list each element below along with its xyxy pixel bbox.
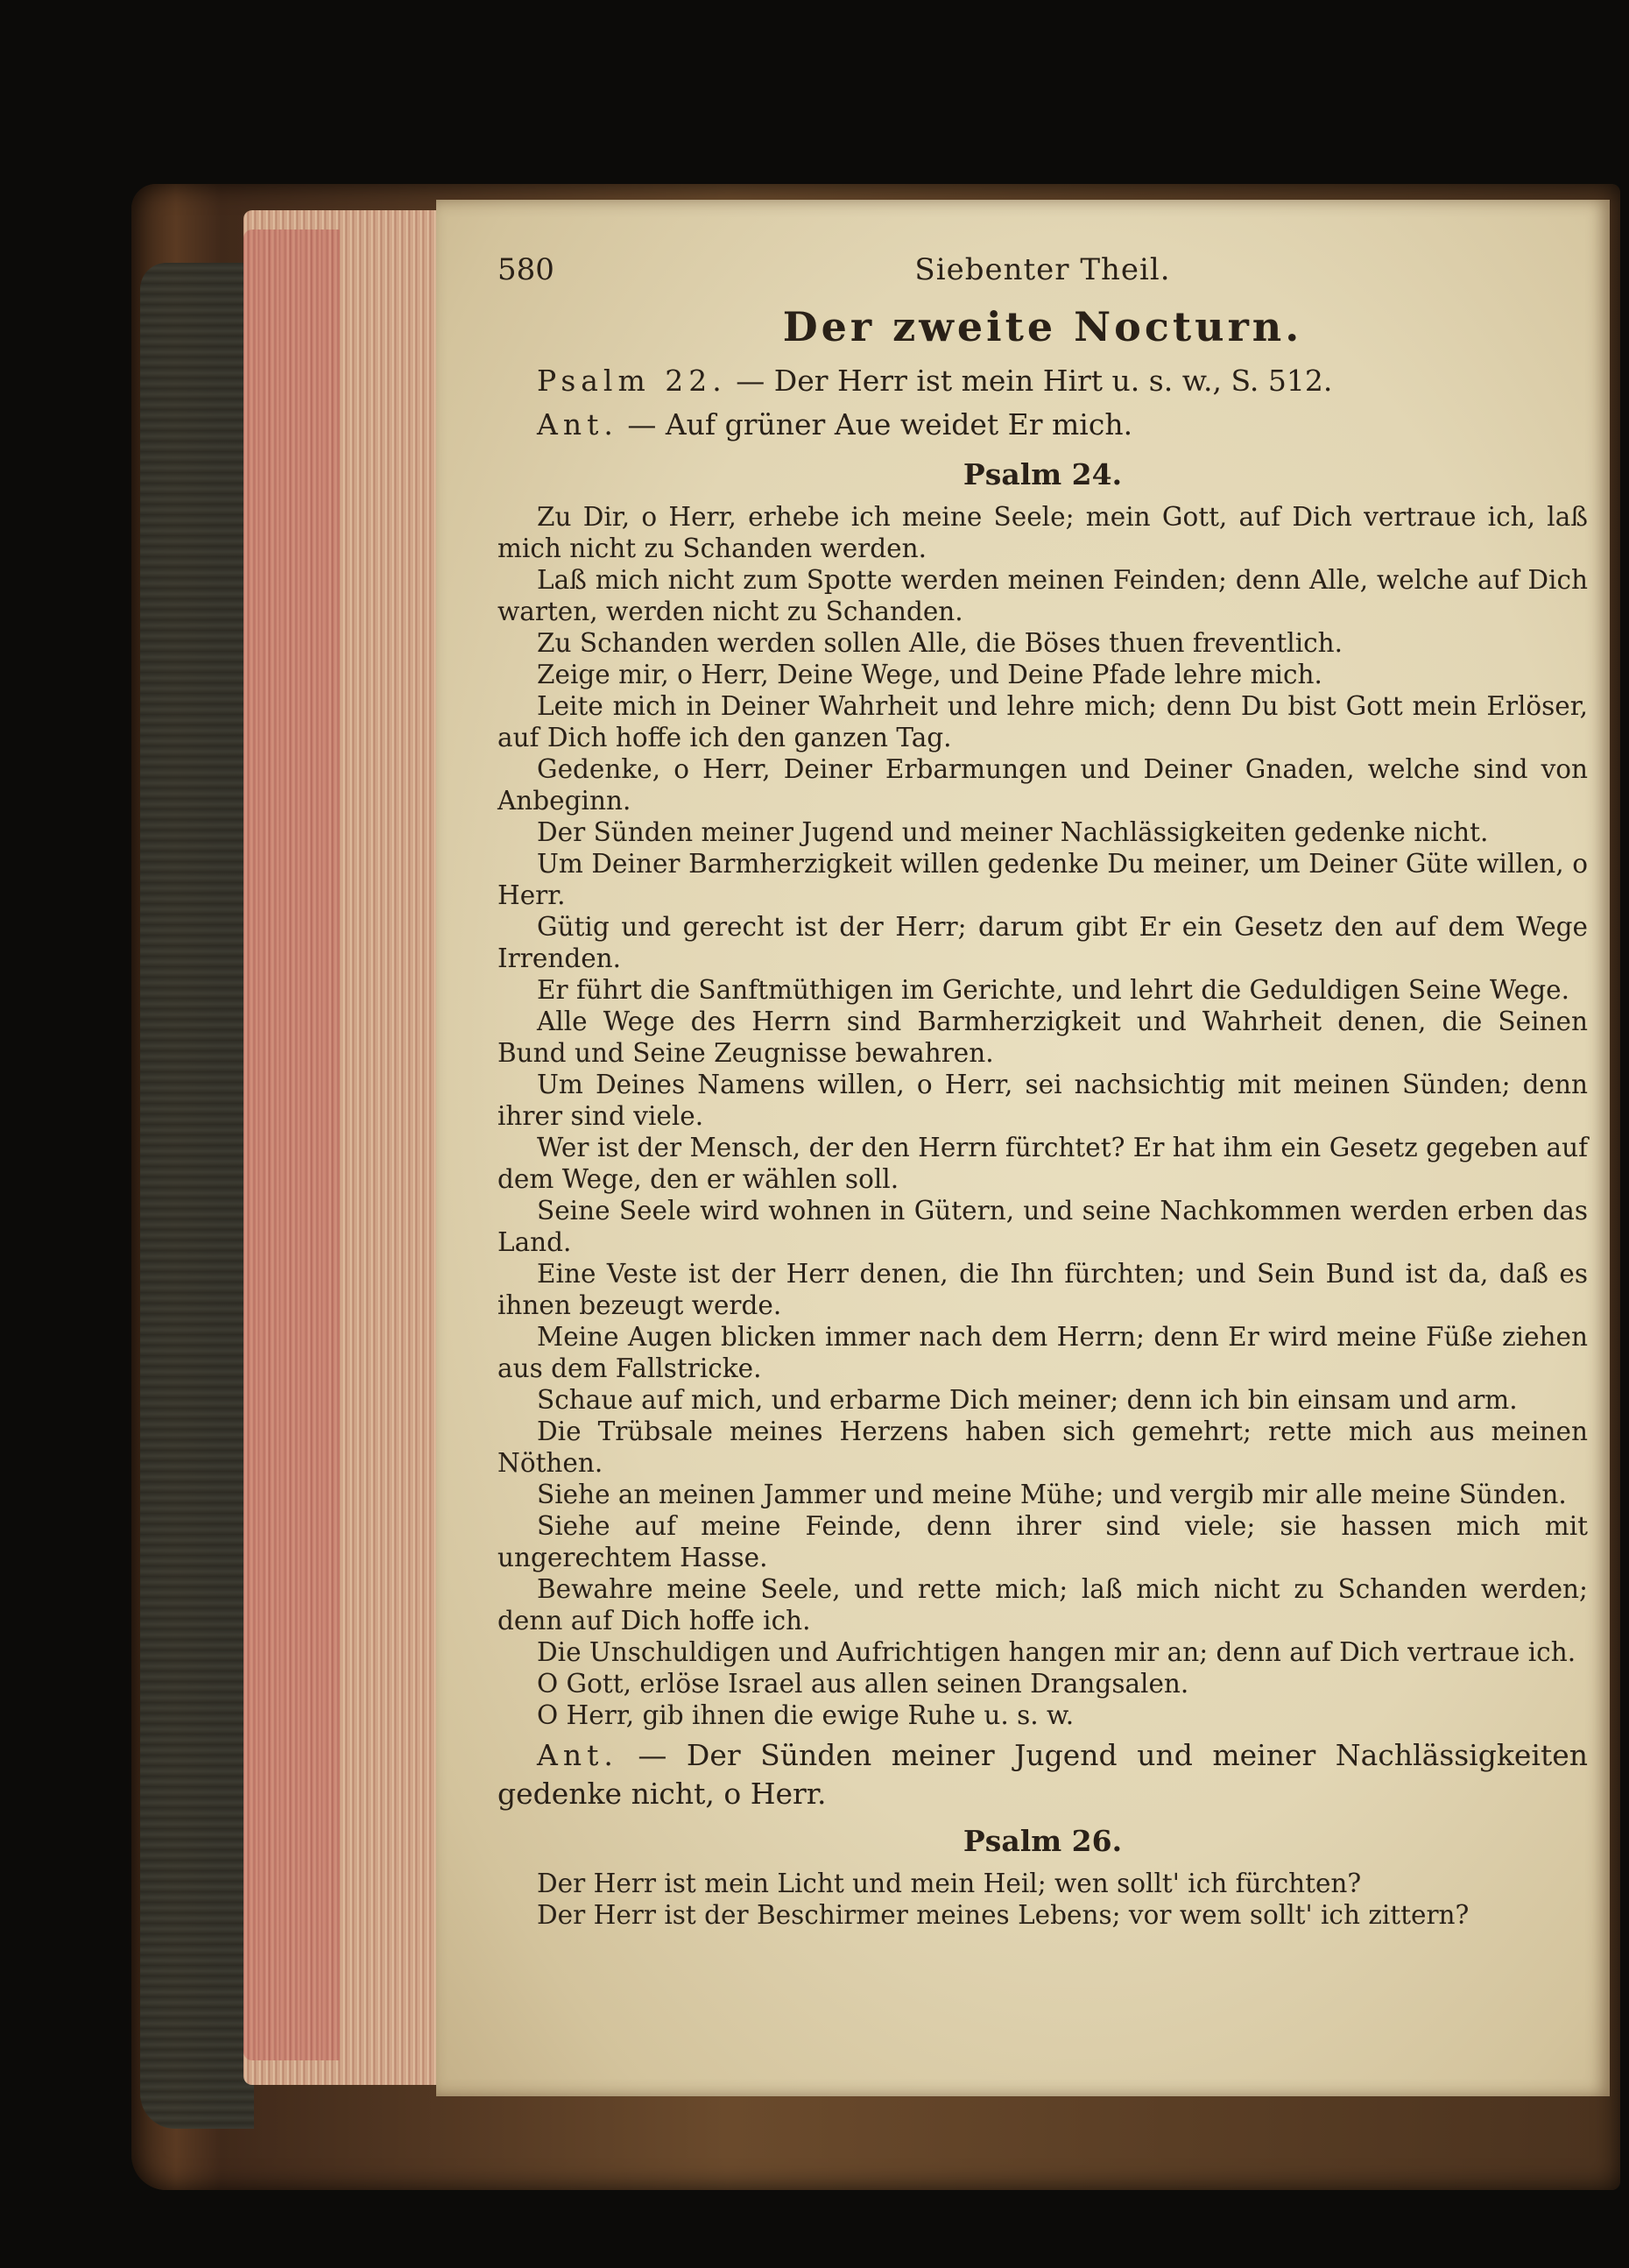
verse: Um Deiner Barmherzigkeit willen gedenke Du meiner, um Deiner Güte willen, o Herr.: [497, 849, 1588, 910]
running-header: Siebenter Theil.: [914, 252, 1171, 287]
verse: Laß mich nicht zum Spotte werden meinen Feinden; denn Alle, welche auf Dich warten, werden nicht zu Schanden.: [497, 565, 1588, 626]
verse: Um Deines Namens willen, o Herr, sei nachsichtig mit meinen Sünden; denn ihrer sind viele.: [497, 1070, 1588, 1131]
red-page-edges: [243, 230, 340, 2060]
verse: Eine Veste ist der Herr denen, die Ihn fürchten; und Sein Bund ist da, daß es ihnen bezeugt werde.: [497, 1259, 1588, 1320]
verse: O Herr, gib ihnen die ewige Ruhe u. s. w.: [537, 1700, 1075, 1730]
verse: Siehe auf meine Feinde, denn ihrer sind viele; sie hassen mich mit ungerechtem Hasse.: [497, 1511, 1588, 1572]
antiphon-2: [497, 1736, 1588, 1813]
verse: Seine Seele wird wohnen in Gütern, und seine Nachkommen werden erben das Land.: [497, 1196, 1588, 1257]
section-title: Der zweite Nocturn.: [782, 303, 1303, 350]
verse: Schaue auf mich, und erbarme Dich meiner; denn ich bin einsam und arm.: [537, 1385, 1518, 1415]
verse: Der Herr ist mein Licht und mein Heil; wen sollt' ich fürchten?: [537, 1869, 1362, 1898]
verse: Wer ist der Mensch, der den Herrn fürchtet? Er hat ihm ein Gesetz gegeben auf dem Wege, den er wählen soll.: [497, 1133, 1588, 1194]
verse: Leite mich in Deiner Wahrheit und lehre mich; denn Du bist Gott mein Erlöser, auf Dich hoffe ich den ganzen Tag.: [497, 691, 1588, 752]
verse: Zu Schanden werden sollen Alle, die Böses thuen freventlich.: [537, 628, 1343, 658]
page-text: [497, 252, 1588, 1931]
book-spine: [140, 263, 254, 2129]
page-number: 580: [497, 252, 554, 287]
verse: Die Trübsale meines Herzens haben sich gemehrt; rette mich aus meinen Nöthen.: [497, 1417, 1588, 1478]
verse: Der Sünden meiner Jugend und meiner Nachlässigkeiten gedenke nicht.: [537, 817, 1489, 847]
antiphon-label: Ant.: [537, 1738, 618, 1772]
reference-label: Psalm 22.: [537, 364, 727, 398]
reference-text: — Der Herr ist mein Hirt u. s. w., S. 512.: [736, 364, 1333, 398]
verse: O Gott, erlöse Israel aus allen seinen Drangsalen.: [537, 1669, 1189, 1699]
page-header: [497, 252, 1588, 298]
book-page: [436, 200, 1610, 2096]
antiphon-1: [497, 403, 1588, 447]
verse: Er führt die Sanftmüthigen im Gerichte, und lehrt die Geduldigen Seine Wege.: [537, 975, 1569, 1005]
psalm-22-reference: [497, 359, 1588, 403]
psalm-26-title: Psalm 26.: [963, 1824, 1123, 1858]
verse: Siehe an meinen Jammer und meine Mühe; und vergib mir alle meine Sünden.: [537, 1480, 1567, 1509]
psalm-24-title: Psalm 24.: [963, 457, 1123, 491]
verse: Gütig und gerecht ist der Herr; darum gibt Er ein Gesetz den auf dem Wege Irrenden.: [497, 912, 1588, 973]
verse: Bewahre meine Seele, und rette mich; laß mich nicht zu Schanden werden; denn auf Dich hoffe ich.: [497, 1574, 1588, 1636]
verse: Zeige mir, o Herr, Deine Wege, und Deine Pfade lehre mich.: [537, 660, 1322, 689]
antiphon-label: Ant.: [537, 407, 618, 442]
verse: Die Unschuldigen und Aufrichtigen hangen mir an; denn auf Dich vertraue ich.: [537, 1637, 1576, 1667]
antiphon-text: — Der Sünden meiner Jugend und meiner Nachlässigkeiten gedenke nicht, o Herr.: [497, 1738, 1588, 1811]
verse: Der Herr ist der Beschirmer meines Lebens; vor wem sollt' ich zittern?: [537, 1900, 1470, 1930]
verse: Alle Wege des Herrn sind Barmherzigkeit und Wahrheit denen, die Seinen Bund und Seine Zeugnisse bewahren.: [497, 1007, 1588, 1068]
verse: Gedenke, o Herr, Deiner Erbarmungen und Deiner Gnaden, welche sind von Anbeginn.: [497, 754, 1588, 816]
verse: Zu Dir, o Herr, erhebe ich meine Seele; mein Gott, auf Dich vertraue ich, laß mich nicht zu Schanden werden.: [497, 502, 1588, 563]
verse: Meine Augen blicken immer nach dem Herrn; denn Er wird meine Füße ziehen aus dem Fallstricke.: [497, 1322, 1588, 1383]
antiphon-text: — Auf grüner Aue weidet Er mich.: [627, 407, 1133, 442]
